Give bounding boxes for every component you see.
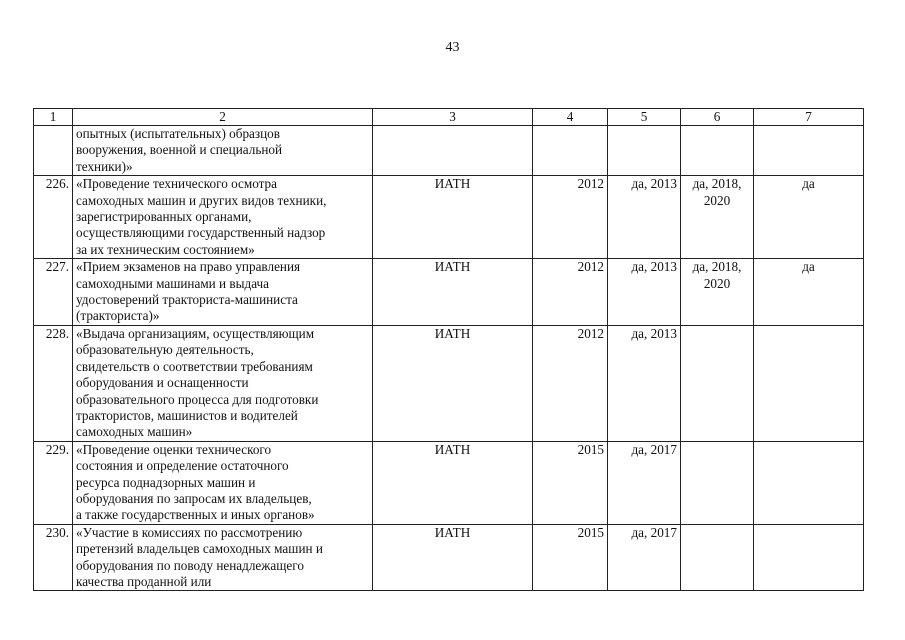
authority-cell: ИАТН — [373, 176, 533, 259]
row-number-cell — [34, 126, 73, 176]
description-line: «Проведение технического осмотра — [76, 176, 277, 192]
update-cell — [681, 325, 754, 441]
update-line: да, 2018, — [692, 259, 742, 275]
table-row — [34, 325, 864, 441]
row-number-cell: 229. — [34, 441, 73, 524]
flag-cell — [754, 441, 864, 524]
update-cell — [681, 259, 754, 326]
update-cell — [681, 176, 754, 259]
page-number: 43 — [445, 40, 460, 55]
description-line: качества проданной или — [76, 573, 212, 589]
status-cell: да, 2013 — [608, 325, 681, 441]
description-line: оборудования по поводу ненадлежащего — [76, 557, 304, 573]
description-line: «Прием экзаменов на право управления — [76, 259, 301, 275]
service-description-cell — [73, 126, 373, 176]
description-line: (тракториста)» — [76, 308, 160, 324]
update-cell — [681, 524, 754, 591]
update-cell — [681, 126, 754, 176]
description-line: «Выдача организациям, осуществляющим — [76, 325, 315, 341]
column-header-6: 6 — [681, 109, 754, 126]
row-number-cell: 228. — [34, 325, 73, 441]
flag-cell: да — [754, 176, 864, 259]
table-row — [34, 126, 864, 176]
flag-cell — [754, 325, 864, 441]
authority-cell: ИАТН — [373, 259, 533, 326]
column-header-7: 7 — [754, 109, 864, 126]
authority-cell: ИАТН — [373, 325, 533, 441]
column-header-1: 1 — [34, 109, 73, 126]
authority-cell: ИАТН — [373, 441, 533, 524]
service-description-cell — [73, 176, 373, 259]
row-number-cell: 227. — [34, 259, 73, 326]
column-header-3: 3 — [373, 109, 533, 126]
service-description-cell — [73, 259, 373, 326]
status-cell: да, 2017 — [608, 441, 681, 524]
column-header-5: 5 — [608, 109, 681, 126]
description-line: техники)» — [76, 158, 133, 174]
year-cell: 2012 — [533, 259, 608, 326]
table-row — [34, 524, 864, 591]
description-line: свидетельств о соответствии требованиям — [76, 358, 313, 374]
description-line: состояния и определение остаточного — [76, 458, 289, 474]
description-line: оборудования по запросам их владельцев, — [76, 490, 312, 506]
description-line: вооружения, военной и специальной — [76, 142, 283, 158]
authority-cell — [373, 126, 533, 176]
update-line: 2020 — [703, 192, 731, 208]
row-number-cell: 226. — [34, 176, 73, 259]
update-line: да, 2018, — [692, 176, 742, 192]
flag-cell — [754, 126, 864, 176]
flag-cell: да — [754, 259, 864, 326]
description-line: претензий владельцев самоходных машин и — [76, 541, 323, 557]
table-row — [34, 259, 864, 326]
table-row — [34, 176, 864, 259]
description-line: а также государственных и иных органов» — [76, 507, 315, 523]
description-line: «Участие в комиссиях по рассмотрению — [76, 524, 303, 540]
description-line: трактористов, машинистов и водителей — [76, 407, 298, 423]
update-line: 2020 — [703, 275, 731, 291]
description-line: «Проведение оценки технического — [76, 441, 272, 457]
update-cell — [681, 441, 754, 524]
status-cell: да, 2013 — [608, 259, 681, 326]
description-line: за их техническим состоянием» — [76, 241, 255, 257]
year-cell — [533, 126, 608, 176]
description-line: образовательную деятельность, — [76, 342, 254, 358]
status-cell: да, 2013 — [608, 176, 681, 259]
flag-cell — [754, 524, 864, 591]
description-line: удостоверений тракториста-машиниста — [76, 292, 298, 308]
description-line: осуществляющими государственный надзор — [76, 225, 326, 241]
service-description-cell — [73, 524, 373, 591]
year-cell: 2012 — [533, 325, 608, 441]
authority-cell: ИАТН — [373, 524, 533, 591]
service-description-cell — [73, 441, 373, 524]
table-row — [34, 441, 864, 524]
year-cell: 2015 — [533, 524, 608, 591]
column-header-4: 4 — [533, 109, 608, 126]
service-description-cell — [73, 325, 373, 441]
status-cell: да, 2017 — [608, 524, 681, 591]
description-line: образовательного процесса для подготовки — [76, 391, 319, 407]
registry-table — [33, 108, 864, 591]
column-header-2: 2 — [73, 109, 373, 126]
year-cell: 2015 — [533, 441, 608, 524]
table-header-row — [34, 109, 864, 126]
description-line: ресурса поднадзорных машин и — [76, 474, 256, 490]
description-line: самоходных машин» — [76, 424, 193, 440]
row-number-cell: 230. — [34, 524, 73, 591]
description-line: опытных (испытательных) образцов — [76, 126, 280, 141]
description-line: оборудования и оснащенности — [76, 375, 249, 391]
description-line: зарегистрированных органами, — [76, 209, 252, 225]
year-cell: 2012 — [533, 176, 608, 259]
description-line: самоходными машинами и выдача — [76, 275, 270, 291]
description-line: самоходных машин и других видов техники, — [76, 192, 327, 208]
status-cell — [608, 126, 681, 176]
